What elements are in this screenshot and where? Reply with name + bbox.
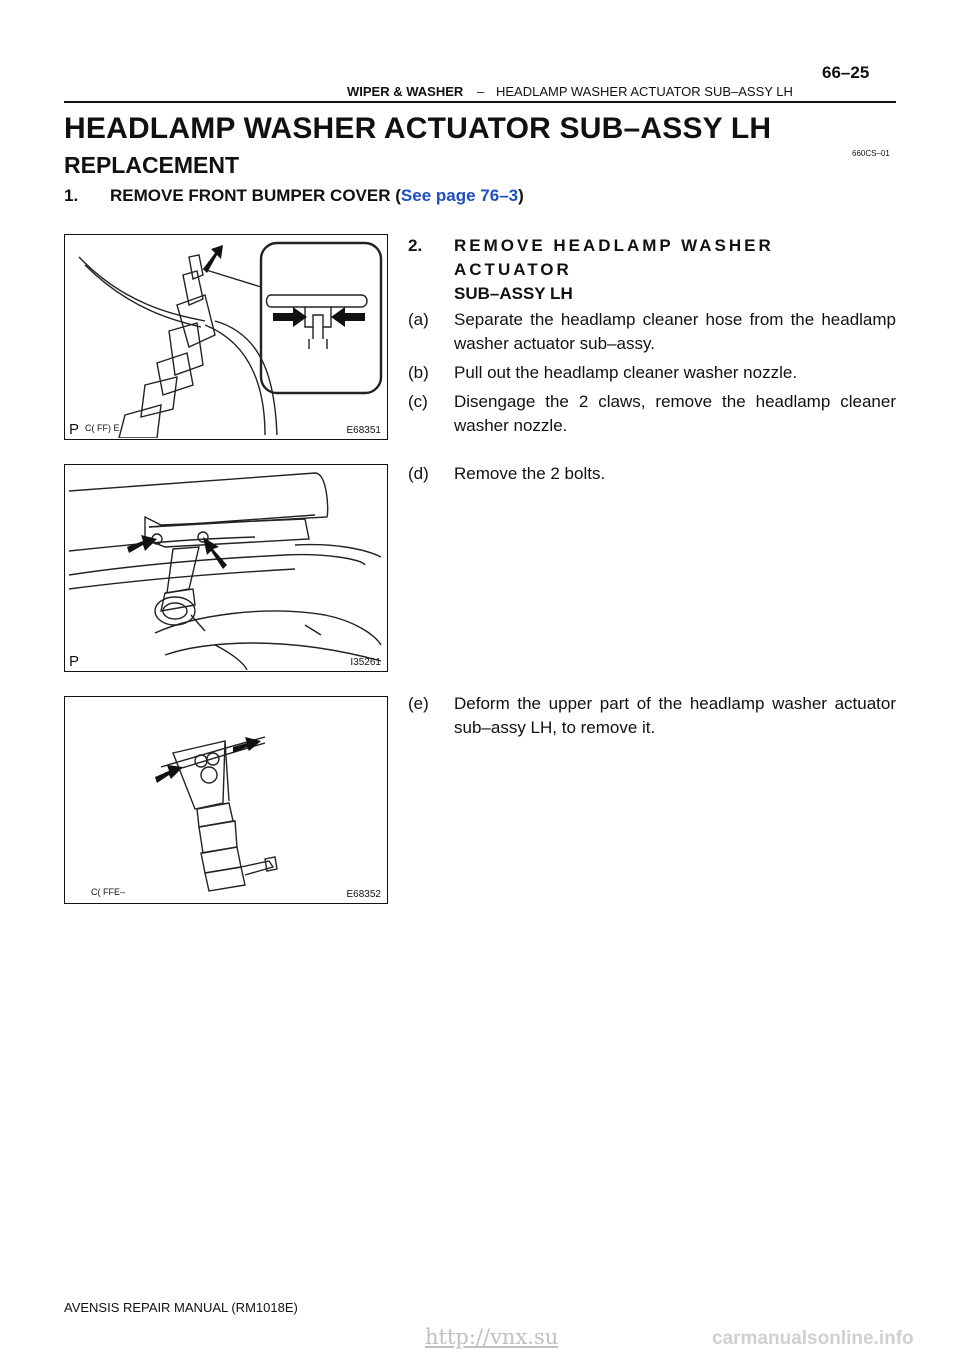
step-2-heading: [408, 234, 896, 282]
illustration-actuator: [65, 697, 386, 902]
step-1: [64, 186, 524, 206]
figure-1-code: E68351: [346, 425, 381, 436]
illustration-nozzle: [65, 235, 386, 438]
substep-a: [408, 308, 896, 356]
step-1-close: ): [518, 186, 524, 205]
substep-b: [408, 361, 896, 385]
step-2-heading-line2: [408, 282, 896, 306]
section-title: REPLACEMENT: [64, 152, 240, 178]
figure-1-small-code: C( FF) E: [85, 423, 120, 433]
substep-a-text: Separate the headlamp cleaner hose from the headlamp washer actuator sub–assy.: [454, 310, 896, 353]
substep-e: [408, 692, 896, 740]
step-2-text: REMOVE HEADLAMP WASHER ACTUATOR: [454, 236, 774, 279]
figure-3-small-code: C( FFE–: [91, 887, 126, 897]
substep-e-block: [408, 692, 896, 740]
substep-d: [408, 462, 896, 486]
substep-e-text: Deform the upper part of the headlamp washer actuator sub–assy LH, to remove it.: [454, 694, 896, 737]
substep-c: [408, 390, 896, 438]
substep-a-label: (a): [408, 310, 429, 329]
substep-d-block: [408, 462, 896, 486]
figure-1-corner-mark: P: [69, 421, 80, 438]
see-page-link[interactable]: See page 76–3: [400, 186, 519, 205]
step-2-number: 2.: [408, 236, 423, 255]
figure-2-code: I35261: [350, 657, 381, 668]
figure-2-corner-mark: P: [69, 653, 80, 670]
document-code: 660CS–01: [852, 149, 890, 158]
figure-nozzle-claws: [64, 234, 388, 440]
substep-b-text: Pull out the headlamp cleaner washer nozzle.: [454, 363, 798, 382]
substep-c-text: Disengage the 2 claws, remove the headlamp cleaner washer nozzle.: [454, 392, 896, 435]
step-1-text: REMOVE FRONT BUMPER COVER (: [110, 186, 401, 205]
illustration-bolts: [65, 465, 386, 670]
substep-e-label: (e): [408, 694, 429, 713]
watermark-url[interactable]: http://vnx.su: [425, 1325, 559, 1349]
figure-actuator: [64, 696, 388, 904]
figure-3-code: E68352: [346, 889, 381, 900]
substep-c-label: (c): [408, 392, 428, 411]
header-section: WIPER & WASHER: [347, 84, 464, 99]
page-title: HEADLAMP WASHER ACTUATOR SUB–ASSY LH: [64, 112, 772, 145]
header-rule: [64, 101, 896, 103]
step-2-text-2: SUB–ASSY LH: [454, 284, 573, 303]
footer-manual-id: AVENSIS REPAIR MANUAL (RM1018E): [64, 1300, 298, 1315]
figure-bolts: [64, 464, 388, 672]
step-2-block: [408, 234, 896, 438]
page-number: 66–25: [822, 63, 870, 82]
substep-b-label: (b): [408, 363, 429, 382]
substep-d-text: Remove the 2 bolts.: [454, 464, 606, 483]
substep-d-label: (d): [408, 464, 429, 483]
watermark-site: carmanualsonline.info: [712, 1328, 914, 1349]
header-subsection: HEADLAMP WASHER ACTUATOR SUB–ASSY LH: [496, 84, 793, 99]
step-1-number: 1.: [64, 186, 79, 205]
header-separator: –: [477, 84, 485, 99]
